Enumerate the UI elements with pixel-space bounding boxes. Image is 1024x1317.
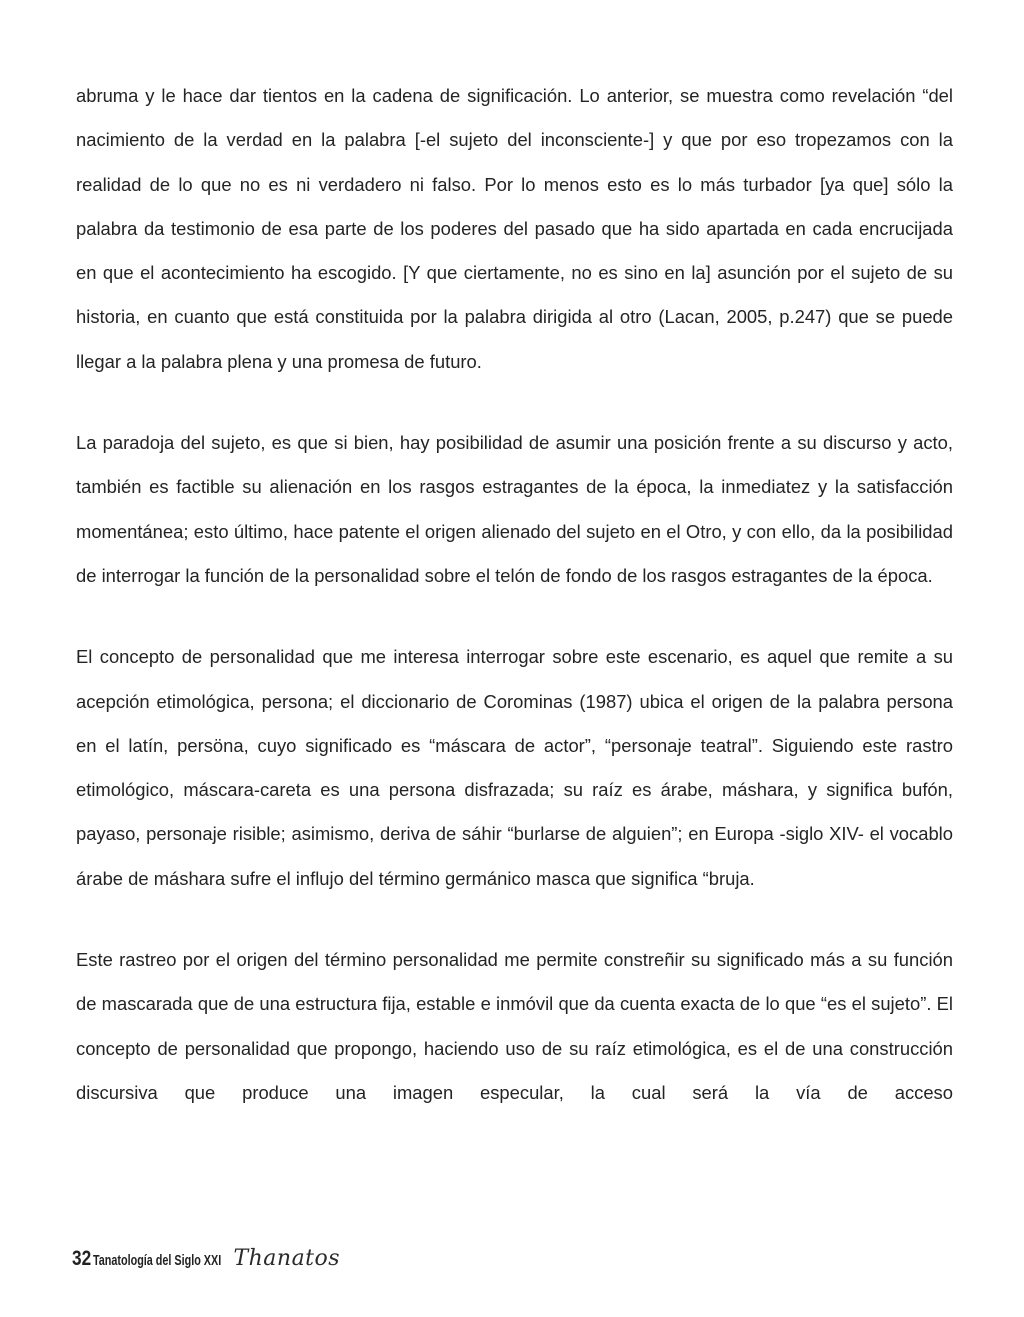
paragraph-1: abruma y le hace dar tientos en la cadena de significación. Lo anterior, se muestra como revelación “del nacimiento de la verdad en la palabra [-el sujeto del inconsciente-] y que por eso tropezamos con la realidad de lo que no es ni verdadero ni falso. Por lo menos esto es lo más turbador [ya que] sólo la palabra da testimonio de esa parte de los poderes del pasado que ha sido apartada en cada encrucijada en que el acontecimiento ha escogido. [Y que ciertamente, no es sino en la] asunción por el sujeto de su historia, en cuanto que está constituida por la palabra dirigida al otro (Lacan, 2005, p.247) que se puede llegar a la palabra plena y una promesa de futuro. <box>76 85 953 372</box>
page-body <box>76 74 953 1115</box>
journal-title: Tanatología del Siglo XXI <box>93 1252 222 1269</box>
paragraph-2: La paradoja del sujeto, es que si bien, hay posibilidad de asumir una posición frente a su discurso y acto, también es factible su alienación en los rasgos estragantes de la época, la inmediatez y la satisfacción momentánea; esto último, hace patente el origen alienado del sujeto en el Otro, y con ello, da la posibilidad de interrogar la función de la personalidad sobre el telón de fondo de los rasgos estragantes de la época. <box>76 432 953 586</box>
page-footer <box>72 1246 340 1276</box>
paragraph-3: El concepto de personalidad que me interesa interrogar sobre este escenario, es aquel que remite a su acepción etimológica, persona; el diccionario de Corominas (1987) ubica el origen de la palabra persona en el latín, persöna, cuyo significado es “máscara de actor”, “personaje teatral”. Siguiendo este rastro etimológico, máscara-careta es una persona disfrazada; su raíz es árabe, máshara, y significa bufón, payaso, personaje risible; asimismo, deriva de sáhir “burlarse de alguien”; en Europa -siglo XIV- el vocablo árabe de máshara sufre el influjo del término germánico masca que significa “bruja. <box>76 646 953 889</box>
paragraph-4: Este rastreo por el origen del término personalidad me permite constreñir su significado más a su función de mascarada que de una estructura fija, estable e inmóvil que da cuenta exacta de lo que “es el sujeto”. El concepto de personalidad que propongo, haciendo uso de su raíz etimológica, es el de una construcción discursiva que produce una imagen especular, la cual será la vía de acceso <box>76 949 953 1103</box>
thanatos-logo: Thanatos <box>233 1246 341 1271</box>
page-number: 32 <box>72 1247 92 1270</box>
